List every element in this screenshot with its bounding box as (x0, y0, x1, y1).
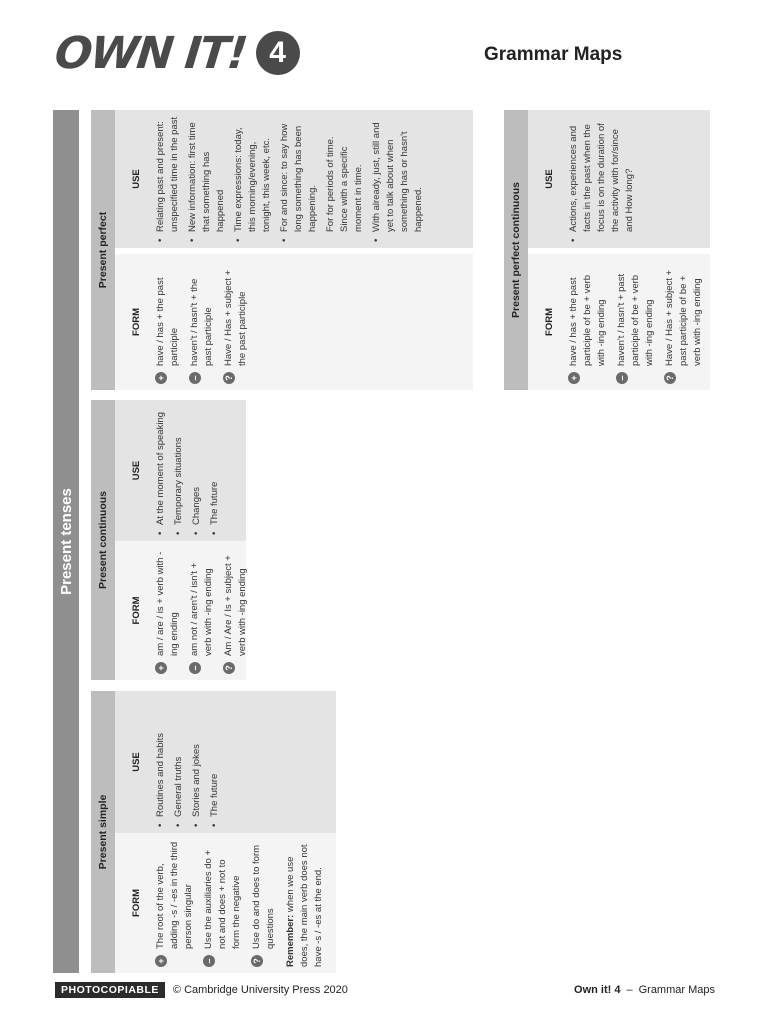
form-item-negative (188, 260, 216, 384)
form-text: Use the auxiliaries do + not and does + not to form the negative (203, 849, 242, 949)
question-icon: ? (251, 955, 263, 967)
form-item-question (222, 547, 250, 674)
form-text: Am / Are / Is + subject + verb with -ing ending (223, 555, 248, 656)
form-text: am not / aren't / isn't + verb with -ing ending (189, 562, 214, 656)
form-column-header: FORM (131, 596, 142, 625)
form-column-header: FORM (131, 889, 142, 917)
footer-separator: – (626, 984, 633, 996)
form-item-affirmative (154, 260, 182, 384)
main-header: Present tenses (53, 110, 79, 973)
question-icon: ? (223, 662, 235, 674)
use-item: • Time expressions: today, this morning/evening, tonight, this week, etc. (232, 116, 274, 242)
use-item: • Actions, experiences and facts in the past when the focus is on the duration of the activity with for/since and How long? (567, 116, 637, 242)
minus-icon: – (203, 955, 215, 967)
page-footer (55, 981, 715, 999)
use-item: • For and since: to say how long something has been happening. (278, 116, 320, 242)
use-item: • Changes (190, 406, 204, 535)
present-continuous-form-cell (115, 541, 246, 680)
form-text: have / has + the past participle (155, 277, 180, 366)
question-icon: ? (223, 372, 235, 384)
form-item-question (222, 260, 250, 384)
use-item: • At the moment of speaking (154, 406, 168, 535)
use-column-header: USE (131, 752, 142, 772)
use-item: • General truths (172, 697, 186, 827)
book-title: Own it! 4 (574, 984, 621, 996)
page-title: Grammar Maps (484, 44, 623, 65)
form-item-question (250, 839, 278, 967)
use-item: • The future (208, 406, 222, 535)
use-item: • With already, just, still and yet to talk about when something has or hasn't happened. (370, 116, 426, 242)
use-note: For for periods of time. Since with a specific moment in time. (325, 136, 364, 232)
present-continuous-header: Present continuous (91, 400, 115, 680)
copyright-text: © Cambridge University Press 2020 (172, 984, 348, 996)
form-item-negative (615, 260, 657, 384)
present-perfect-form-cell (115, 254, 473, 390)
form-text: haven't / hasn't + past participle of be + verb with -ing ending (616, 273, 655, 366)
form-item-question (663, 260, 705, 384)
use-item: • The future (208, 697, 222, 827)
use-item: • Stories and jokes (190, 697, 204, 827)
plus-icon: + (568, 372, 580, 384)
question-icon: ? (664, 372, 676, 384)
logo-wordmark: OWN IT! (52, 27, 249, 79)
remember-label: Remember: (285, 914, 296, 967)
use-item: • Relating past and present: unspecified time in the past (154, 116, 182, 242)
logo-level-badge: 4 (256, 31, 300, 75)
form-item-affirmative (154, 547, 182, 674)
use-column-header: USE (131, 169, 142, 189)
present-perfect-continuous-form-cell (528, 254, 710, 390)
plus-icon: + (155, 955, 167, 967)
present-perfect-use-cell (115, 110, 473, 248)
remember-text: when we use does, the main verb does not have -s / -es at the end. (285, 844, 324, 967)
minus-icon: – (189, 372, 201, 384)
present-perfect-continuous-use-cell (528, 110, 710, 248)
form-item-affirmative (154, 839, 196, 967)
present-simple-form-cell (115, 833, 336, 973)
use-column-header: USE (544, 169, 555, 189)
form-item-negative (188, 547, 216, 674)
remember-note (284, 839, 326, 967)
use-item: • Temporary situations (172, 406, 186, 535)
plus-icon: + (155, 662, 167, 674)
form-text: am / are / is + verb with -ing ending (155, 551, 180, 656)
use-column-header: USE (131, 460, 142, 481)
footer-book-reference (574, 984, 715, 996)
minus-icon: – (616, 372, 628, 384)
form-column-header: FORM (544, 308, 555, 336)
plus-icon: + (155, 372, 167, 384)
present-simple-header: Present simple (91, 691, 115, 973)
present-continuous-use-cell (115, 400, 246, 541)
present-perfect-continuous-header: Present perfect continuous (504, 110, 528, 390)
photocopiable-badge: PHOTOCOPIABLE (55, 982, 165, 998)
grammar-map-sheet (53, 110, 710, 973)
use-item: • New information: first time that something has happened (186, 116, 228, 242)
form-item-affirmative (567, 260, 609, 384)
present-simple-use-cell (115, 691, 336, 833)
present-perfect-header: Present perfect (91, 110, 115, 390)
form-column-header: FORM (131, 308, 142, 336)
minus-icon: – (189, 662, 201, 674)
use-item: • Routines and habits (154, 697, 168, 827)
form-text: The root of the verb, adding -s / -es in the third person singular (155, 841, 194, 949)
form-text: haven't / hasn't + the past participle (189, 278, 214, 366)
own-it-logo (52, 27, 300, 79)
form-item-negative (202, 839, 244, 967)
form-text: Use do and does to form questions (251, 844, 276, 949)
form-text: Have / Has + subject + past participle of be + verb with -ing ending (664, 269, 703, 366)
form-text: have / has + the past participle of be + verb with -ing ending (568, 274, 607, 366)
footer-section: Grammar Maps (638, 984, 715, 996)
form-text: Have / Has + subject + the past participle (223, 269, 248, 366)
